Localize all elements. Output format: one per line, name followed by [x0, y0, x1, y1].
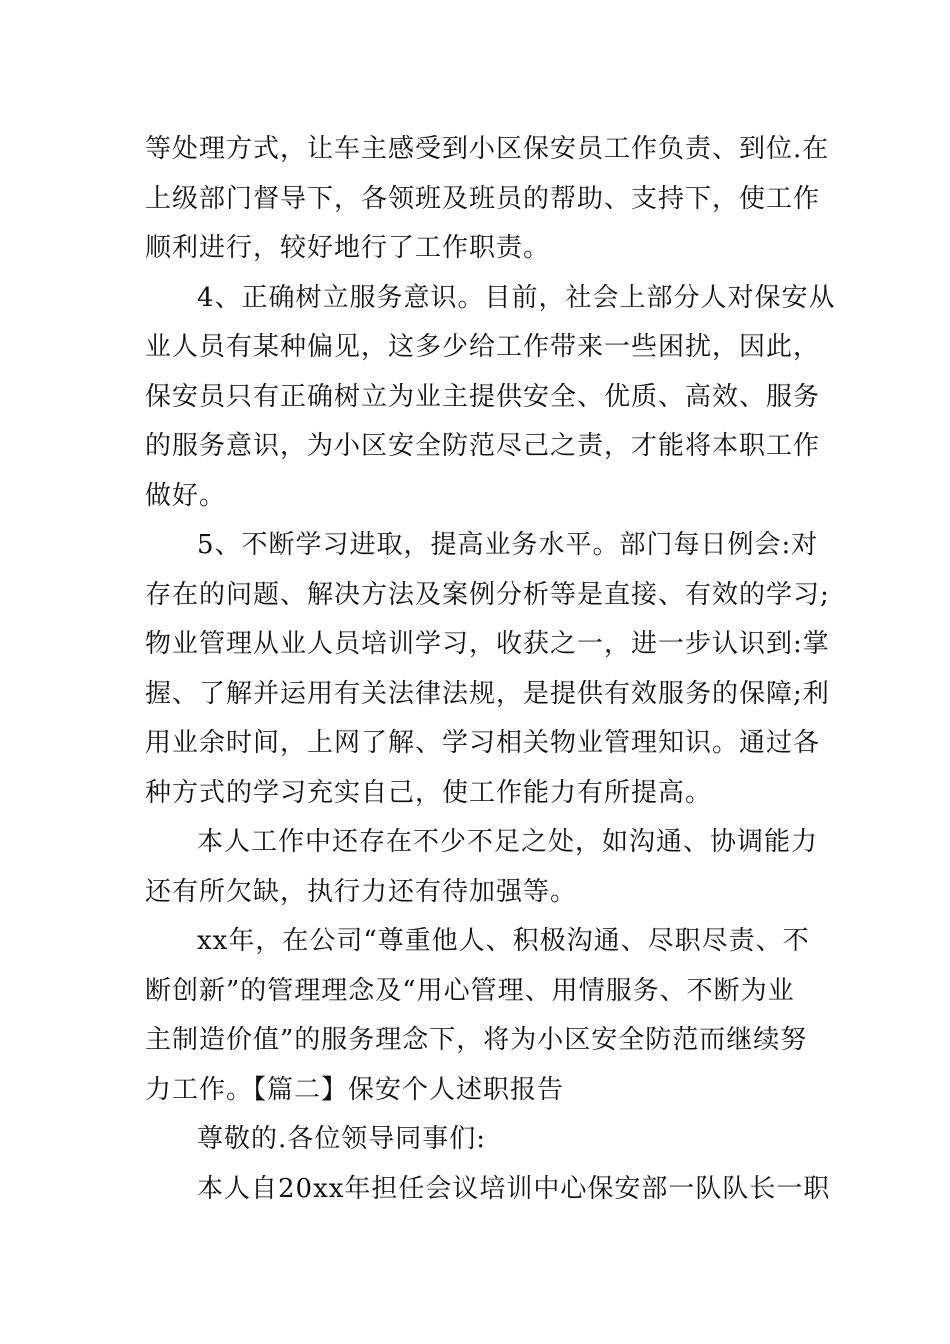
text-line: 用业余时间，上网了解、学习相关物业管理知识。通过各	[145, 728, 821, 758]
text-line: 顺利进行，较好地行了工作职责。	[145, 233, 551, 263]
text-line: 断创新”的管理理念及“用心管理、用情服务、不断为业	[145, 975, 795, 1006]
text-line: 上级部门督导下，各领班及班员的帮助、支持下，使工作	[145, 183, 821, 214]
text-line: 握、了解并运用有关法律法规，是提供有效服务的保障;利	[145, 678, 830, 709]
text-line: 业人员有某种偏见，这多少给工作带来一些困扰，因此，	[145, 332, 821, 362]
text-line: 主制造价值”的服务理念下，将为小区安全防范而继续努	[145, 1025, 808, 1055]
text-line: 等处理方式，让车主感受到小区保安员工作负责、到位.在	[145, 134, 830, 164]
paragraph-start-line: 4、正确树立服务意识。目前，社会上部分人对保安从	[197, 282, 836, 313]
text-line: 存在的问题、解决方法及案例分析等是直接、有效的学习;	[145, 579, 830, 610]
paragraph-start-line: 5、不断学习进取，提高业务水平。部门每日例会:对	[197, 530, 819, 560]
text-line: 保安员只有正确树立为业主提供安全、优质、高效、服务	[145, 381, 821, 412]
text-line: 力工作。【篇二】保安个人述职报告	[145, 1074, 565, 1105]
text-line: 还有所欠缺，执行力还有待加强等。	[145, 876, 578, 907]
text-line: 物业管理从业人员培训学习，收获之一，进一步认识到:掌	[145, 629, 830, 659]
paragraph-start-line: xx年，在公司“尊重他人、积极沟通、尽职尽责、不	[197, 926, 810, 956]
salutation-line: 尊敬的.各位领导同事们:	[197, 1124, 487, 1154]
paragraph-start-line: 本人工作中还存在不少不足之处，如沟通、协调能力	[197, 827, 819, 857]
text-line: 的服务意识，为小区安全防范尽己之责，才能将本职工作	[145, 431, 821, 461]
text-line: 做好。	[145, 480, 227, 511]
text-line: 种方式的学习充实自己，使工作能力有所提高。	[145, 777, 713, 808]
paragraph-start-line: 本人自20xx年担任会议培训中心保安部一队队长一职	[197, 1173, 831, 1204]
document-body	[145, 125, 836, 1214]
